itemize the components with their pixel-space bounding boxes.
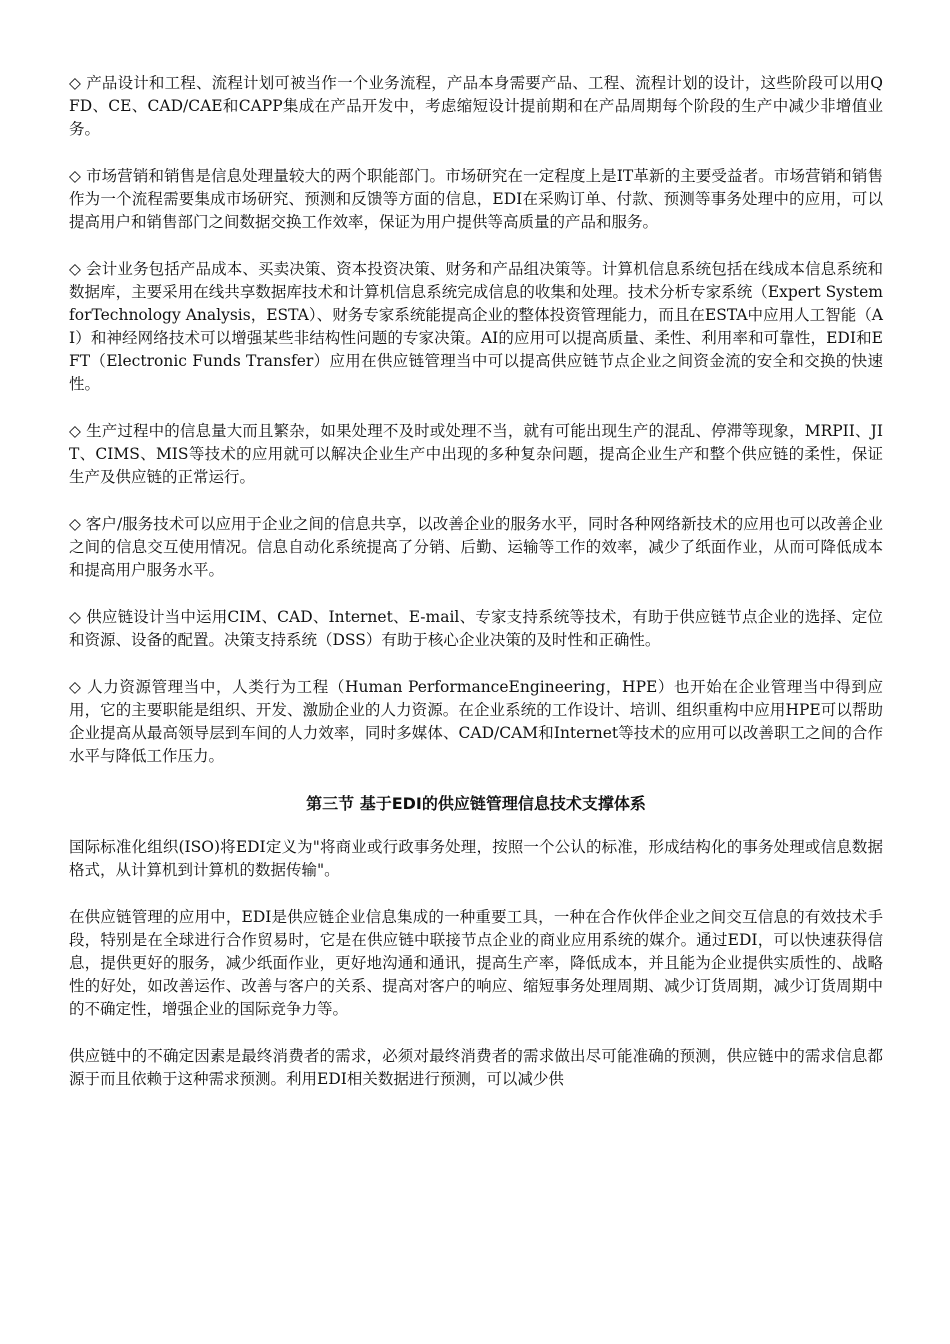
paragraph-human-resources: ◇ 人力资源管理当中，人类行为工程（Human PerformanceEngineering，HPE）也开始在企业管理当中得到应用，它的主要职能是组织、开发、激励企业的人力资源。在企业系统的工作设计、培训、组织重构中应用HPE可以帮助企业提高从最高领导层到车间的人力效率，同时多媒体、CAD/CAM和Internet等技术的应用可以改善职工之间的合作水平与降低工作压力。: [69, 678, 883, 765]
paragraph-marketing-sales: ◇ 市场营销和销售是信息处理量较大的两个职能部门。市场研究在一定程度上是IT革新的主要受益者。市场营销和销售作为一个流程需要集成市场研究、预测和反馈等方面的信息，EDI在采购订单、付款、预测等事务处理中的应用，可以提高用户和销售部门之间数据交换工作效率，保证为用户提供等高质量的产品和服务。: [69, 167, 883, 231]
paragraph-client-service: ◇ 客户/服务技术可以应用于企业之间的信息共享，以改善企业的服务水平，同时各种网络新技术的应用也可以改善企业之间的信息交互使用情况。信息自动化系统提高了分销、后勤、运输等工作的效率，减少了纸面作业，从而可降低成本和提高用户服务水平。: [69, 515, 883, 579]
document-page: [69, 72, 883, 1115]
paragraph-production: ◇ 生产过程中的信息量大而且繁杂，如果处理不及时或处理不当，就有可能出现生产的混乱、停滞等现象，MRPII、JIT、CIMS、MIS等技术的应用就可以解决企业生产中出现的多种复杂问题，提高企业生产和整个供应链的柔性，保证生产及供应链的正常运行。: [69, 422, 883, 486]
paragraph-accounting: ◇ 会计业务包括产品成本、买卖决策、资本投资决策、财务和产品组决策等。计算机信息系统包括在线成本信息系统和数据库，主要采用在线共享数据库技术和计算机信息系统完成信息的收集和处理。技术分析专家系统（Expert System forTechnology Analysis，ESTA）、财务专家系统能提高企业的整体投资管理能力，而且在ESTA中应用人工智能（AI）和神经网络技术可以增强某些非结构性问题的专家决策。AI的应用可以提高质量、柔性、利用率和可靠性，EDI和EFT（Electronic Funds Transfer）应用在供应链管理当中可以提高供应链节点企业之间资金流的安全和交换的快速性。: [69, 260, 883, 393]
paragraph-demand-uncertainty: 供应链中的不确定因素是最终消费者的需求，必须对最终消费者的需求做出尽可能准确的预测，供应链中的需求信息都源于而且依赖于这种需求预测。利用EDI相关数据进行预测，可以减少供: [69, 1047, 883, 1088]
paragraph-product-design: ◇ 产品设计和工程、流程计划可被当作一个业务流程，产品本身需要产品、工程、流程计划的设计，这些阶段可以用QFD、CE、CAD/CAE和CAPP集成在产品开发中，考虑缩短设计提前期和在产品周期每个阶段的生产中减少非增值业务。: [69, 74, 883, 138]
paragraph-edi-application: 在供应链管理的应用中，EDI是供应链企业信息集成的一种重要工具，一种在合作伙伴企业之间交互信息的有效技术手段，特别是在全球进行合作贸易时，它是在供应链中联接节点企业的商业应用系统的媒介。通过EDI，可以快速获得信息，提供更好的服务，减少纸面作业，更好地沟通和通讯，提高生产率，降低成本，并且能为企业提供实质性的、战略性的好处，如改善运作、改善与客户的关系、提高对客户的响应、缩短事务处理周期、减少订货周期，减少订货周期中的不确定性，增强企业的国际竞争力等。: [69, 908, 883, 1018]
paragraph-supply-chain-design: ◇ 供应链设计当中运用CIM、CAD、Internet、E-mail、专家支持系统等技术，有助于供应链节点企业的选择、定位和资源、设备的配置。决策支持系统（DSS）有助于核心企业决策的及时性和正确性。: [69, 608, 883, 649]
paragraph-edi-definition: 国际标准化组织(ISO)将EDI定义为"将商业或行政事务处理，按照一个公认的标准，形成结构化的事务处理或信息数据格式，从计算机到计算机的数据传输"。: [69, 838, 883, 879]
section-title: 第三节 基于EDI的供应链管理信息技术支撑体系: [306, 794, 646, 813]
